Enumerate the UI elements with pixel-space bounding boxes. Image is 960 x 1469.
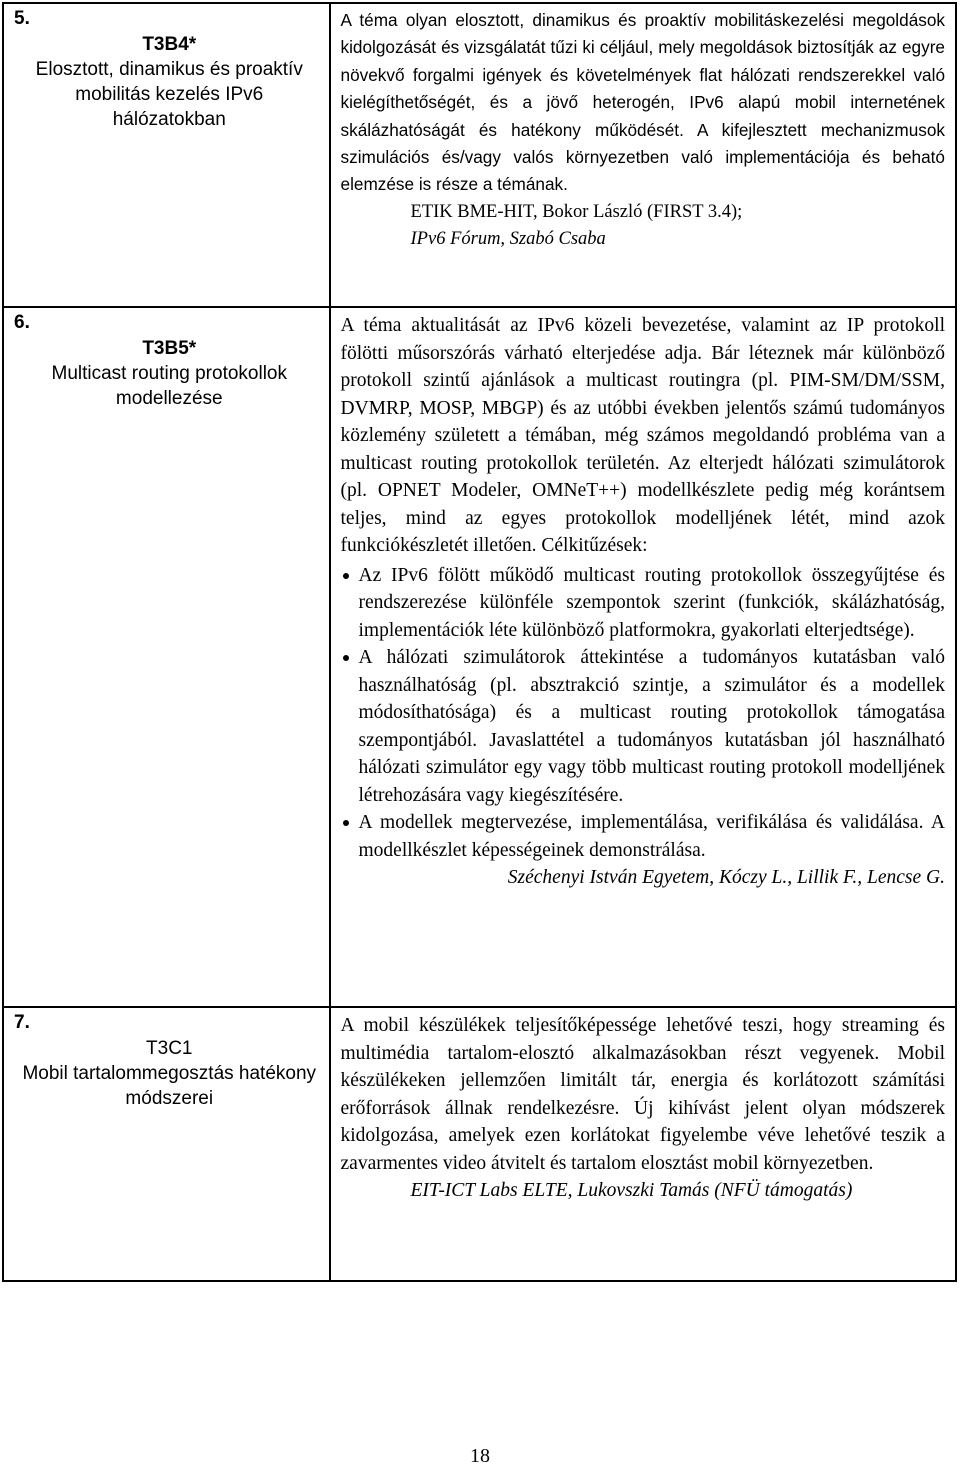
topic-heading-cell — [3, 3, 330, 307]
list-item — [331, 809, 945, 864]
topic-code: T3B4* — [142, 34, 197, 55]
topic-credit: EIT-ICT Labs ELTE, Lukovszki Tamás (NFÜ támogatás) — [410, 1180, 853, 1201]
bullet-icon — [343, 820, 349, 826]
topic-heading-cell — [3, 307, 330, 1007]
goal-text: Az IPv6 fölött működő multicast routing protokollok összegyűjtése és rendszerezése különféle szempontok szerint (funkciók, skálázhatóság, implementációk léte különböző platformokra, gyakorlati elterjedtsége). — [358, 564, 945, 641]
topic-description: A téma olyan elosztott, dinamikus és proaktív mobilitáskezelési megoldások kidolgozását és vizsgálatát tűzi ki céljául, mely megoldások biztosítják az egyre növekvő forgalmi igények és követelmények flat hálózati rendszerekkel való kielégíthetőségét, és a jövő heterogén, IPv6 alapú mobil internetének skálázhatóságát és hatékony működését. A kifejlesztett mechanizmusok szimulációs és/vagy valós környezetben való implementációja és beható elemzése is része a témának. — [340, 10, 945, 195]
topic-description: A téma aktualitását az IPv6 közeli bevezetése, valamint az IP protokoll fölötti műsorszórás várható elterjedése adja. Bár léteznek már különböző protokoll szintű ajánlások a multicast routingra (pl. PIM-SM/DM/SSM, DVMRP, MOSP, MBGP) és az utóbbi években jelentős számú tudományos közlemény született a témában, még számos megoldandó probléma van a multicast routing protokollok területén. Az elterjedt hálózati szimulátorok (pl. OPNET Modeler, OMNeT++) modellkészlete pedig még korántsem teljes, mind az egyes protokollok modelljének létét, mind azok funkciókészletét illetően. Célkitűzések: — [340, 315, 945, 556]
goal-text: A modellek megtervezése, implementálása, verifikálása és validálása. A modellkészlet képességeinek demonstrálása. — [358, 812, 945, 861]
topic-credit: Széchenyi István Egyetem, Kóczy L., Lillik F., Lencse G. — [507, 867, 945, 888]
topic-title: Mobil tartalommegosztás hatékony módszerei — [22, 1063, 317, 1109]
page-number: 18 — [470, 1445, 490, 1467]
goal-text: A hálózati szimulátorok áttekintése a tudományos kutatásban való használhatóság (pl. absztrakció szintje, a szimulátor és a modellek módosíthatósága) és a multicast routing protokollok támogatása szempontjából. Javaslattétel a tudományos kutatásban jól használható hálózati szimulátor egy vagy több multicast routing protokoll modelljének létrehozására vagy kiegészítésére. — [358, 647, 945, 806]
topics-table — [2, 2, 957, 1282]
topic-heading-cell — [3, 1007, 330, 1281]
topic-title: Elosztott, dinamikus és proaktív mobilitás kezelés IPv6 hálózatokban — [35, 59, 303, 130]
list-item — [331, 644, 945, 809]
topic-description-cell — [330, 1007, 956, 1281]
topic-description: A mobil készülékek teljesítőképessége lehetővé teszi, hogy streaming és multimédia tartalom-elosztó alkalmazásokban részt vegyenek. Mobil készülékeken jellemzően limitált tár, energia és korlátozott számítási erőforrások állnak rendelkezésre. Új kihívást jelent olyan módszerek kidolgozása, amelyek ezen korlátokat figyelembe véve lehetővé teszik a zavarmentes video átvitelt és tartalom elosztást mobil környezetben. — [340, 1015, 945, 1174]
topic-code: T3B5* — [142, 338, 197, 359]
topic-title: Multicast routing protokollok modellezése — [51, 363, 287, 409]
topic-credit-secondary: IPv6 Fórum, Szabó Csaba — [410, 229, 606, 250]
topic-code: T3C1 — [146, 1038, 193, 1059]
list-item — [331, 562, 945, 645]
topic-number: 5. — [14, 8, 30, 29]
bullet-icon — [343, 655, 349, 661]
topic-row-7 — [3, 1007, 956, 1281]
topic-number: 7. — [14, 1012, 30, 1033]
bullet-icon — [343, 573, 349, 579]
topic-title-block — [4, 334, 329, 411]
topic-number: 6. — [14, 312, 30, 333]
goals-list — [331, 562, 945, 865]
topic-title-block — [4, 30, 329, 132]
topic-description-cell — [330, 3, 956, 307]
topic-row-5 — [3, 3, 956, 307]
topic-description-cell — [330, 307, 956, 1007]
topic-title-block — [4, 1034, 329, 1111]
topic-row-6 — [3, 307, 956, 1007]
topic-credit: ETIK BME-HIT, Bokor László (FIRST 3.4); — [410, 201, 743, 222]
